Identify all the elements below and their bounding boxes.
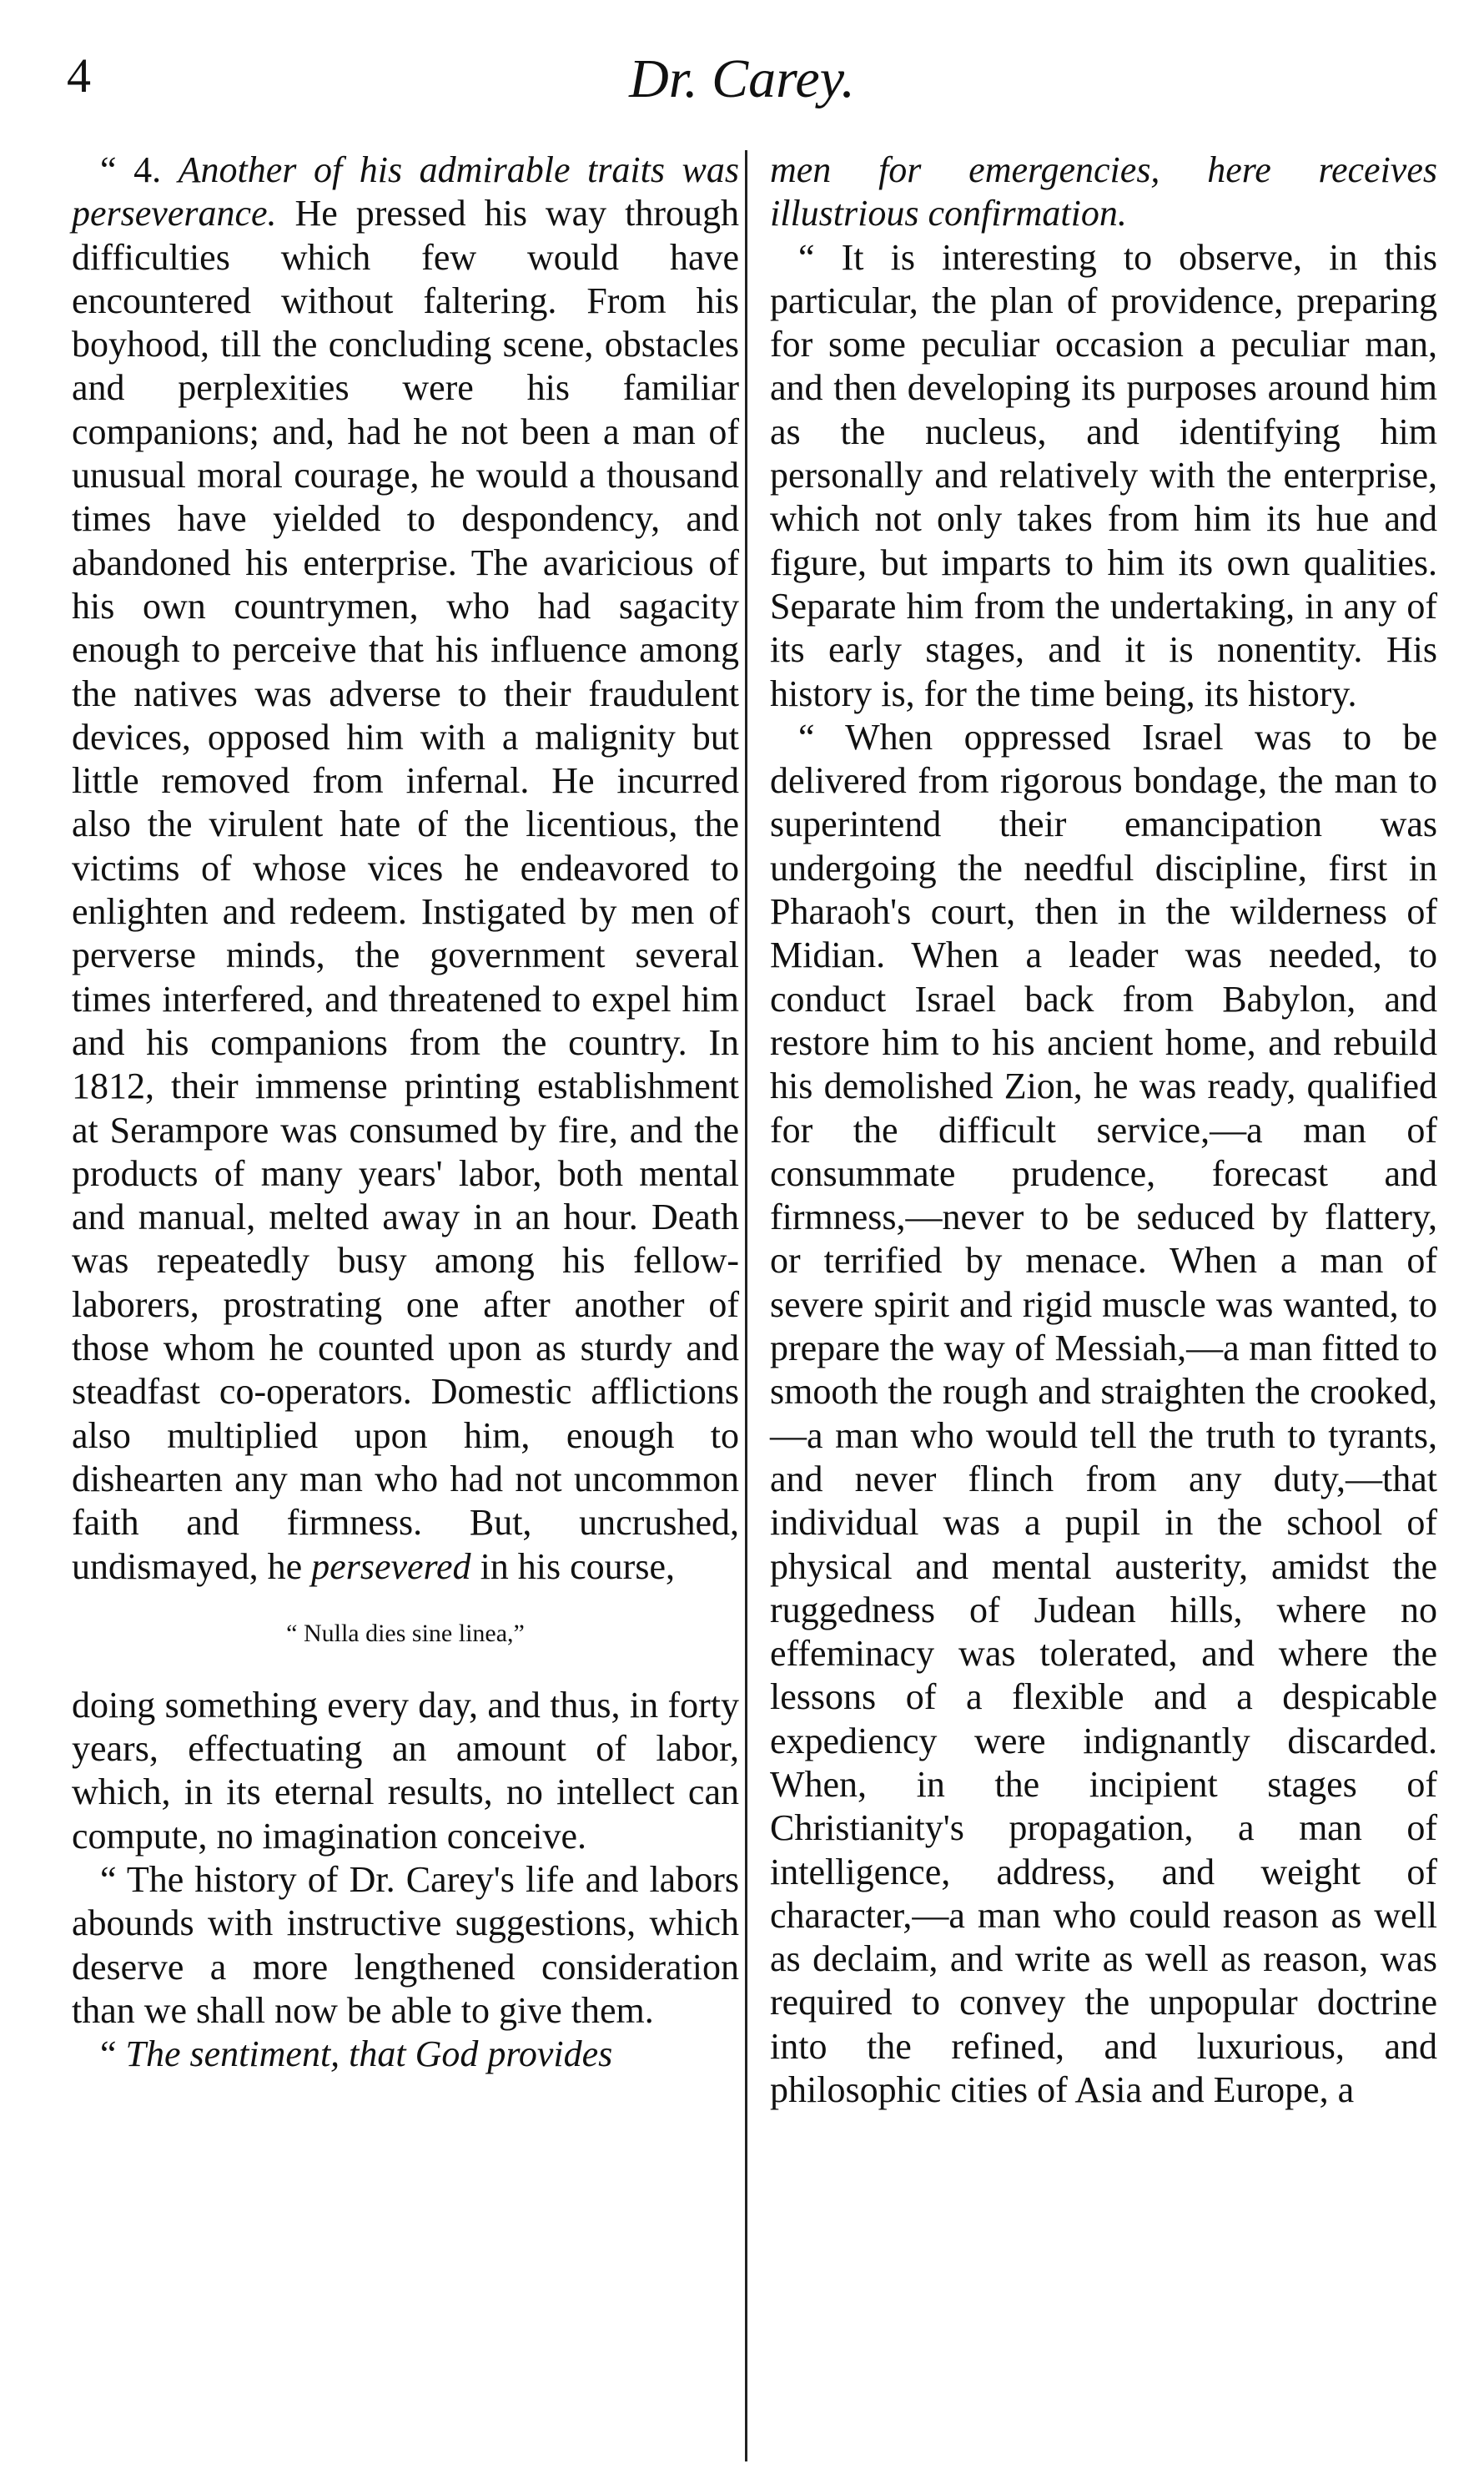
latin-motto: “ Nulla dies sine linea,” xyxy=(286,1619,525,1647)
paragraph-sentiment-continued xyxy=(770,149,1437,236)
column-divider xyxy=(745,150,747,2461)
paragraph-sentiment-italic-continued: men for emergencies, here receives illustrious confirmation. xyxy=(770,149,1437,234)
paragraph-body: He pressed his way through difficulties which few would have encountered without faltering. From his boyhood, till the concluding scene, obstacles and perplexities were his familiar companions; and, had he not been a man of unusual moral courage, he would a thousand times have yielded to despondency, and abandoned his enterprise. The avaricious of his own countrymen, who had sagacity enough to perceive that his influence among the natives was adverse to their fraudulent devices, opposed him with a malignity but little removed from infernal. He incurred also the virulent hate of the licentious, the victims of whose vices he endeavored to enlighten and redeem. Instigated by men of perverse minds, the government several times interfered, and threatened to expel him and his companions from the country. In 1812, their immense printing establishment at Serampore was consumed by fire, and the products of many years' labor, both mental and manual, melted away in an hour. Death was repeatedly busy among his fellow-laborers, prostrating one after another of those whom he counted upon as sturdy and steadfast co-operators. Domestic afflictions also multiplied upon him, enough to dishearten any man who had not uncommon faith and firmness. But, uncrushed, undismayed, he xyxy=(72,193,739,1587)
paragraph-providence: “ It is interesting to observe, in this particular, the plan of providence, preparing for some peculiar occasion a peculiar man, and then developing its purposes around him as the nucleus, and identifying him personally and relatively with the enterprise, which not only takes from him its hue and figure, but imparts to him its own qualities. Separate him from the undertaking, in any of its early stages, and it is nonentity. His history is, for the time being, its history. xyxy=(770,236,1437,714)
italic-word-persevered: persevered xyxy=(311,1545,471,1587)
paragraph-lead-italic: Another of his admirable traits was perseverance. xyxy=(72,149,740,234)
paragraph-israel: “ When oppressed Israel was to be delivered from rigorous bondage, the man to superintend their emancipation was undergoing the needful discipline, first in Pharaoh's court, then in the wilderness of Midian. When a leader was needed, to conduct Israel back from Babylon, and restore him to his ancient home, and rebuild his demolished Zion, he was ready, qualified for the difficult service,—a man of consummate prudence, forecast and firmness,—never to be seduced by flattery, or terrified by menace. When a man of severe spirit and rigid muscle was wanted, to prepare the way of Messiah,—a man fitted to smooth the rough and straighten the crooked,—a man who would tell the truth to tyrants, and never flinch from any duty,—that individual was a pupil in the school of physical and mental austerity, amidst the ruggedness of Judean hills, where no effeminacy was tolerated, and where the lessons of a flexible and a despicable expediency were indignantly discarded. When, in the incipient stages of Christianity's propagation, a man of intelligence, address, and weight of character,—a man who could reason as well as declaim, and write as well as reason, was required to convey the unpopular doctrine into the refined, and luxurious, and philosophic cities of Asia and Europe, a xyxy=(770,716,1437,2111)
page-number: 4 xyxy=(67,48,91,103)
paragraph-history: “ The history of Dr. Carey's life and labors abounds with instructive suggestions, which deserve a more lengthened consideration than we shall now be able to give them. xyxy=(72,1858,739,2031)
paragraph-sentiment-italic: The sentiment, that God provides xyxy=(125,2033,613,2075)
paragraph-continuation: doing something every day, and thus, in forty years, effectuating an amount of labor, which, in its eternal results, no intellect can compute, no imagination conceive. xyxy=(72,1684,739,1857)
left-column xyxy=(72,149,739,2076)
running-head-title: Dr. Carey. xyxy=(629,48,855,109)
paragraph-tail: in his course, xyxy=(470,1545,675,1587)
right-column xyxy=(770,149,1437,2112)
paragraph-open-quote: “ xyxy=(100,2033,126,2075)
paragraph-open-quote: “ 4. xyxy=(100,149,179,190)
paragraph-sentiment xyxy=(72,2033,739,2076)
paragraph-perseverance xyxy=(72,149,739,1589)
